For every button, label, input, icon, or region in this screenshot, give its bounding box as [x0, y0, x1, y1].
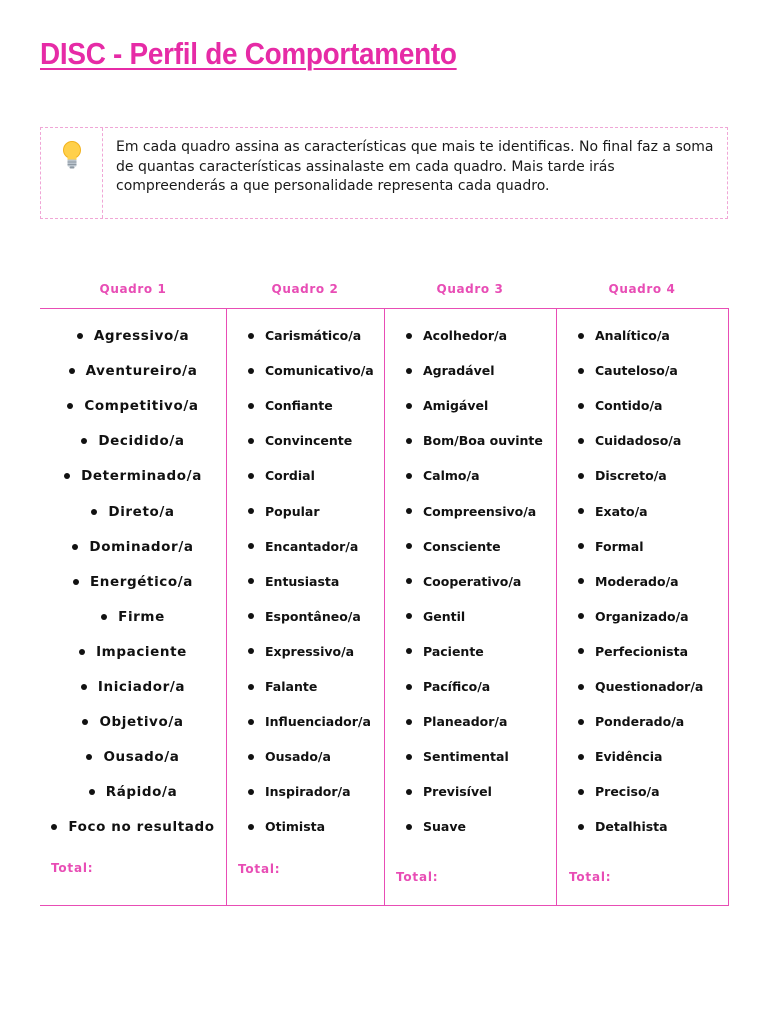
list-item	[40, 328, 226, 344]
bullet-icon	[578, 613, 584, 619]
bullet-icon	[77, 333, 83, 339]
bullet-icon	[578, 403, 584, 409]
bullet-icon	[578, 648, 584, 654]
bullet-icon	[69, 368, 75, 374]
bullet-icon	[248, 368, 254, 374]
list-item-label: Cuidadoso/a	[595, 433, 682, 449]
page-title: DISC - Perfil de Comportamento	[40, 36, 457, 71]
quadro-4-total-label: Total:	[569, 870, 612, 884]
bullet-icon	[406, 438, 412, 444]
bullet-icon	[578, 368, 584, 374]
list-item-label: Comunicativo/a	[265, 363, 374, 379]
list-item	[578, 398, 662, 413]
list-item	[248, 679, 317, 694]
quadro-1-total-label: Total:	[51, 861, 94, 875]
bullet-icon	[578, 719, 584, 725]
list-item-label: Decidido/a	[98, 433, 185, 450]
bullet-icon	[248, 578, 254, 584]
instructions-text: Em cada quadro assina as características que mais te identificas. No final faz a soma de quantas características assinalaste em cada quadro. Mais tarde irás compreenderás a que personalidade representa cada quadro.	[116, 139, 714, 194]
list-item-label: Dominador/a	[89, 538, 194, 555]
bullet-icon	[248, 684, 254, 690]
list-item-label: Foco no resultado	[68, 819, 215, 836]
list-item	[248, 433, 352, 448]
bullet-icon	[406, 754, 412, 760]
list-item-label: Exato/a	[595, 503, 648, 519]
list-item	[248, 714, 371, 729]
list-item-label: Energético/a	[89, 573, 194, 590]
bullet-icon	[82, 719, 88, 725]
list-item	[578, 784, 660, 799]
list-item	[406, 504, 536, 519]
list-item	[578, 539, 644, 554]
column-header-quadro-3: Quadro 3	[436, 282, 504, 296]
list-item	[40, 714, 226, 730]
bullet-icon	[248, 613, 254, 619]
bullet-icon	[89, 789, 95, 795]
bullet-icon	[72, 544, 78, 550]
bullet-icon	[91, 509, 97, 515]
list-item-label: Carismático/a	[265, 328, 362, 343]
bullet-icon	[51, 824, 57, 830]
list-item-label: Agressivo/a	[93, 328, 190, 344]
list-item-label: Analítico/a	[595, 328, 670, 343]
list-item	[406, 784, 492, 799]
list-item-label: Iniciador/a	[97, 679, 186, 695]
bullet-icon	[578, 473, 584, 479]
list-item	[578, 504, 648, 519]
list-item-label: Sentimental	[423, 749, 509, 765]
list-item	[40, 504, 226, 520]
list-item-label: Bom/Boa ouvinte	[423, 433, 543, 449]
bullet-icon	[406, 473, 412, 479]
bullet-icon	[248, 508, 254, 514]
list-item	[578, 574, 679, 589]
list-item	[578, 714, 684, 729]
list-item	[406, 468, 480, 483]
column-header-quadro-1: Quadro 1	[99, 282, 167, 296]
list-item	[248, 784, 351, 799]
list-item-label: Detalhista	[595, 819, 668, 835]
list-item	[40, 679, 226, 695]
list-item	[406, 433, 543, 448]
bullet-icon	[578, 543, 584, 549]
list-item	[406, 679, 490, 694]
bullet-icon	[406, 613, 412, 619]
list-item	[578, 363, 678, 378]
bullet-icon	[578, 438, 584, 444]
list-item	[40, 468, 226, 484]
list-item-label: Evidência	[595, 749, 663, 765]
list-item	[248, 819, 325, 834]
callout-divider	[102, 128, 103, 218]
list-item-label: Rápido/a	[105, 784, 178, 801]
list-item-label: Questionador/a	[595, 679, 704, 694]
list-item-label: Agradável	[423, 363, 495, 379]
list-item-label: Discreto/a	[595, 468, 667, 484]
list-item-label: Inspirador/a	[265, 784, 351, 800]
list-item	[40, 749, 226, 765]
bullet-icon	[73, 579, 79, 585]
list-item-label: Moderado/a	[595, 573, 679, 589]
bullet-icon	[578, 684, 584, 690]
list-item-label: Convincente	[265, 433, 353, 449]
bullet-icon	[64, 473, 70, 479]
list-item-label: Ousado/a	[265, 749, 331, 765]
list-item	[578, 819, 668, 834]
bullet-icon	[67, 403, 73, 409]
list-item	[406, 574, 521, 589]
bullet-icon	[248, 754, 254, 760]
bullet-icon	[248, 473, 254, 479]
list-item-label: Organizado/a	[595, 608, 689, 624]
list-item-label: Direto/a	[108, 503, 175, 520]
list-item	[578, 749, 662, 764]
list-item	[40, 644, 226, 660]
column-divider	[556, 308, 557, 906]
bullet-icon	[578, 789, 584, 795]
bullet-icon	[248, 789, 254, 795]
bullet-icon	[578, 824, 584, 830]
list-item	[406, 819, 466, 834]
bullet-icon	[406, 719, 412, 725]
list-item-label: Cordial	[265, 468, 315, 484]
list-item-label: Gentil	[423, 608, 466, 624]
column-header-quadro-2: Quadro 2	[271, 282, 339, 296]
bullet-icon	[101, 614, 107, 620]
list-item	[248, 574, 339, 589]
list-item	[406, 644, 484, 659]
list-item	[248, 398, 333, 413]
list-item	[248, 609, 361, 624]
bullet-icon	[79, 649, 85, 655]
instructions-callout	[40, 127, 728, 219]
lightbulb-icon	[60, 140, 84, 170]
list-item	[578, 468, 667, 483]
list-item	[40, 609, 226, 625]
list-item	[248, 644, 354, 659]
bullet-icon	[578, 333, 584, 339]
list-item	[248, 468, 315, 483]
quadro-2-total-label: Total:	[238, 862, 281, 876]
list-item-label: Perfecionista	[595, 643, 689, 659]
list-item	[578, 609, 689, 624]
column-divider	[384, 308, 385, 906]
list-item	[40, 574, 226, 590]
list-item	[40, 363, 226, 379]
list-item-label: Espontâneo/a	[265, 608, 361, 624]
list-item-label: Expressivo/a	[265, 643, 355, 659]
column-divider	[226, 308, 227, 906]
list-item	[248, 363, 374, 378]
list-item	[248, 328, 361, 343]
list-item	[40, 784, 226, 800]
list-item	[406, 328, 507, 343]
bullet-icon	[248, 543, 254, 549]
list-item-label: Influenciador/a	[265, 714, 371, 730]
bullet-icon	[406, 508, 412, 514]
list-item-label: Ponderado/a	[595, 714, 685, 730]
bullet-icon	[86, 754, 92, 760]
list-item-label: Planeador/a	[423, 714, 508, 730]
list-item-label: Confiante	[265, 398, 333, 414]
bullet-icon	[248, 333, 254, 339]
list-item	[406, 539, 501, 554]
bullet-icon	[248, 648, 254, 654]
list-item	[406, 398, 488, 413]
bullet-icon	[248, 824, 254, 830]
bullet-icon	[578, 578, 584, 584]
bullet-icon	[406, 368, 412, 374]
list-item	[248, 504, 319, 519]
list-item	[578, 433, 681, 448]
column-header-quadro-4: Quadro 4	[608, 282, 676, 296]
bullet-icon	[81, 684, 87, 690]
list-item-label: Amigável	[423, 398, 489, 414]
list-item-label: Encantador/a	[265, 538, 359, 554]
list-item	[578, 679, 703, 694]
list-item-label: Paciente	[423, 643, 484, 659]
bullet-icon	[406, 824, 412, 830]
bullet-icon	[248, 438, 254, 444]
list-item-label: Previsível	[423, 784, 492, 800]
list-item-label: Formal	[595, 538, 644, 554]
list-item	[248, 749, 331, 764]
bullet-icon	[406, 543, 412, 549]
bullet-icon	[406, 578, 412, 584]
list-item-label: Suave	[423, 819, 466, 835]
list-item-label: Otimista	[265, 819, 326, 835]
bullet-icon	[406, 789, 412, 795]
bullet-icon	[578, 754, 584, 760]
list-item	[406, 363, 495, 378]
list-item	[40, 819, 226, 835]
bullet-icon	[406, 403, 412, 409]
list-item	[578, 644, 688, 659]
list-item-label: Preciso/a	[595, 784, 660, 800]
list-item-label: Competitivo/a	[84, 398, 199, 415]
bullet-icon	[81, 438, 87, 444]
list-item-label: Popular	[265, 503, 320, 519]
list-item	[578, 328, 670, 343]
list-item	[40, 398, 226, 414]
list-item-label: Aventureiro/a	[85, 363, 198, 380]
bullet-icon	[406, 684, 412, 690]
list-item	[406, 749, 509, 764]
list-item	[40, 539, 226, 555]
list-item-label: Compreensivo/a	[423, 503, 537, 519]
list-item-label: Consciente	[423, 538, 501, 554]
list-item-label: Firme	[118, 608, 165, 625]
list-item-label: Objetivo/a	[99, 714, 184, 731]
table-right-border	[728, 308, 729, 906]
quadro-3-total-label: Total:	[396, 870, 439, 884]
list-item-label: Entusiasta	[265, 573, 340, 589]
list-item-label: Cauteloso/a	[595, 363, 678, 379]
bullet-icon	[248, 719, 254, 725]
list-item-label: Contido/a	[595, 398, 663, 414]
list-item-label: Acolhedor/a	[423, 328, 508, 343]
list-item-label: Falante	[265, 679, 318, 694]
list-item-label: Cooperativo/a	[423, 573, 522, 589]
bullet-icon	[578, 508, 584, 514]
list-item-label: Calmo/a	[423, 468, 480, 484]
bullet-icon	[406, 648, 412, 654]
list-item-label: Determinado/a	[81, 468, 202, 485]
list-item	[248, 539, 358, 554]
list-item	[40, 433, 226, 449]
list-item-label: Impaciente	[96, 643, 187, 660]
list-item-label: Ousado/a	[103, 749, 180, 766]
list-item	[406, 609, 465, 624]
bullet-icon	[248, 403, 254, 409]
bullet-icon	[406, 333, 412, 339]
list-item	[406, 714, 507, 729]
list-item-label: Pacífico/a	[423, 679, 491, 694]
